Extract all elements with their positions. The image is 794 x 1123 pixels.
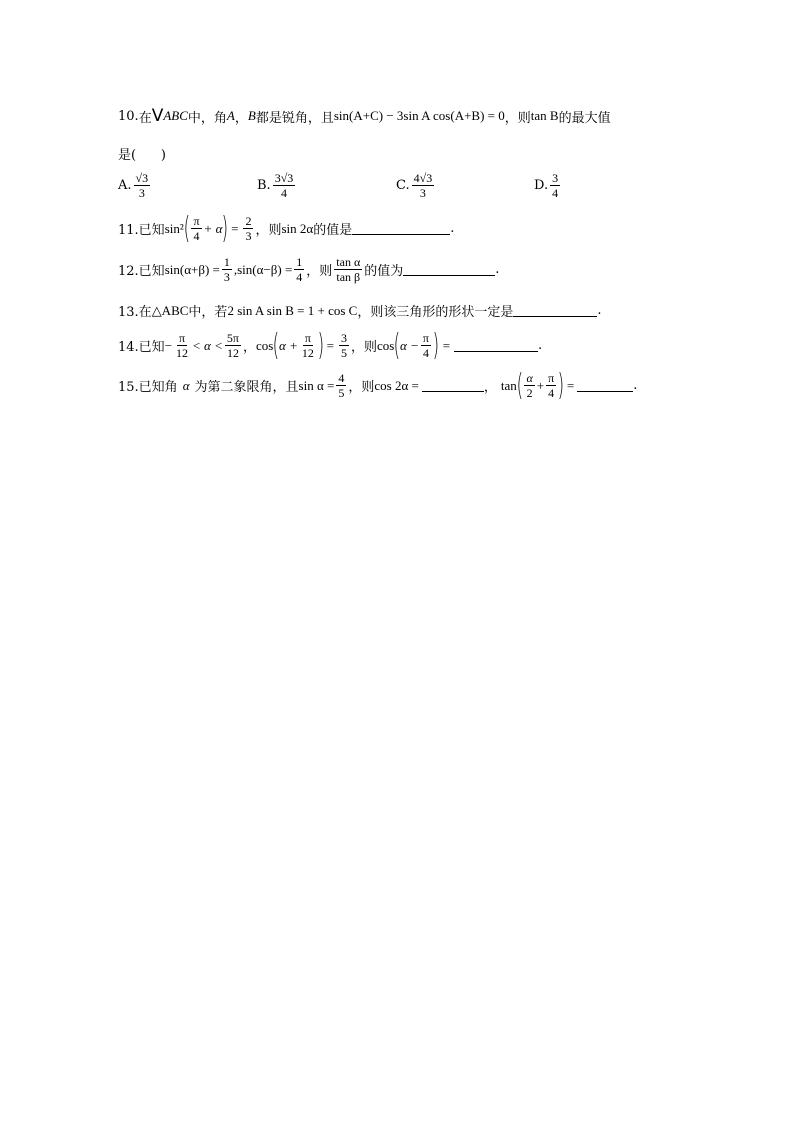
option-label: B. [257, 178, 271, 193]
fraction [339, 332, 349, 359]
numerator: √3 [135, 171, 149, 185]
angle-a: A [226, 108, 235, 123]
fraction [334, 256, 362, 283]
question-text: 中，若 [188, 305, 228, 320]
equation: sin(A+C) − 3sin A cos(A+B) = 0 [333, 108, 505, 123]
question-text: ，则 [350, 340, 377, 355]
numerator: 3 [552, 171, 559, 185]
option-a [118, 172, 152, 199]
question-number: 10. [118, 108, 139, 124]
denominator: 4 [280, 186, 287, 200]
expression: α + [279, 337, 298, 353]
question-number: 11.已知 [118, 223, 165, 238]
answer-blank[interactable] [352, 222, 450, 235]
right-paren: ) [432, 328, 440, 363]
period: . [450, 221, 455, 236]
denominator: 4 [296, 270, 303, 284]
triangle-symbol: V [151, 106, 164, 126]
expression: sin(α+β) = [164, 261, 220, 277]
right-paren: ) [557, 368, 565, 403]
numerator: 1 [223, 255, 230, 269]
answer-blank[interactable] [403, 263, 495, 276]
question-text: ，则 [348, 380, 375, 395]
question-number: 15.已知角 [118, 380, 178, 395]
expression: cos [376, 337, 395, 353]
numerator: tan α [336, 255, 361, 269]
answer-blank[interactable] [454, 339, 538, 352]
expression: tan B [530, 108, 559, 123]
denominator: 12 [301, 346, 314, 360]
expression: sin 2α [281, 220, 314, 236]
triangle-name: ABC [163, 108, 188, 123]
inequality: < α < [192, 337, 223, 353]
option-b [257, 172, 297, 199]
numerator: 3 [340, 331, 347, 345]
denominator: 4 [548, 386, 555, 400]
fraction [191, 215, 201, 242]
question-text: 在 [138, 110, 152, 126]
equals-sign: = [442, 337, 451, 353]
question-text: 的值为 [364, 264, 404, 279]
question-text: 为第二象限角，且 [194, 380, 299, 395]
question-12 [118, 256, 499, 283]
left-paren: ( [183, 211, 190, 246]
fraction [336, 372, 346, 399]
question-text: 中，角 [187, 110, 227, 126]
question-text: 的值是 [313, 223, 353, 238]
question-number: 12.已知 [118, 264, 165, 279]
fraction [273, 172, 296, 199]
fraction [174, 332, 190, 359]
expression: cos 2α = [374, 377, 419, 393]
fraction [421, 332, 431, 359]
option-label: C. [396, 178, 410, 193]
numerator: α [526, 371, 533, 385]
answer-blank[interactable] [577, 379, 633, 392]
numerator: π [304, 331, 311, 345]
period: . [538, 338, 543, 353]
question-10 [118, 106, 611, 126]
option-c [396, 172, 436, 199]
option-d [534, 172, 562, 199]
expression: sin² [164, 220, 184, 236]
question-14 [118, 328, 543, 363]
right-paren: ) [317, 328, 324, 363]
question-text: ， [234, 110, 248, 126]
plus-sign: + [536, 377, 545, 393]
left-paren: ( [516, 368, 523, 403]
separator: ， [242, 340, 256, 355]
question-13 [118, 301, 601, 320]
fraction [134, 172, 151, 199]
numerator: 1 [296, 255, 303, 269]
fraction [294, 256, 304, 283]
numerator: 4 [338, 371, 345, 385]
equals-sign: = [326, 337, 334, 353]
fraction [412, 172, 435, 199]
fraction [222, 256, 232, 283]
denominator: 3 [223, 270, 230, 284]
numerator: π [548, 371, 555, 385]
answer-bracket: 是( ) [118, 148, 166, 163]
expression: α − [400, 337, 419, 353]
expression: cos [255, 337, 274, 353]
expression: ,sin(α−β) = [233, 261, 293, 277]
numerator: 5π [226, 331, 239, 345]
alpha-symbol: α [182, 377, 190, 393]
denominator: 2 [526, 386, 533, 400]
denominator: tan β [336, 270, 361, 284]
expression: tan [500, 377, 517, 393]
denominator: 12 [176, 346, 189, 360]
question-text: ，则 [504, 110, 531, 126]
left-paren: ( [393, 328, 401, 363]
expression: + α [203, 220, 223, 236]
denominator: 4 [552, 186, 559, 200]
question-text: 都是锐角，且 [255, 110, 334, 126]
fraction [225, 332, 241, 359]
option-label: D. [534, 178, 549, 193]
denominator: 3 [245, 229, 252, 243]
denominator: 5 [340, 346, 347, 360]
question-15 [118, 368, 638, 403]
denominator: 3 [138, 186, 145, 200]
question-number: 13.在 [118, 305, 152, 320]
fraction [546, 372, 556, 399]
fraction [243, 215, 253, 242]
period: . [597, 303, 602, 318]
denominator: 5 [338, 386, 345, 400]
numerator: π [193, 214, 200, 228]
question-number: 14.已知 [118, 340, 165, 355]
denominator: 4 [422, 346, 429, 360]
denominator: 12 [226, 346, 239, 360]
question-text: ，则该三角形的形状一定是 [357, 305, 514, 320]
denominator: 4 [193, 229, 200, 243]
period: . [495, 262, 500, 277]
angle-b: B [247, 108, 256, 123]
fraction [524, 372, 534, 399]
period: . [633, 378, 638, 393]
numerator: 2 [245, 214, 252, 228]
answer-blank[interactable] [422, 379, 484, 392]
numerator: π [179, 331, 186, 345]
minus-sign: − [164, 337, 173, 353]
numerator: 3√3 [274, 171, 294, 185]
equals-sign: = [566, 377, 575, 393]
question-text: ，则 [306, 264, 333, 279]
numerator: π [422, 331, 429, 345]
numerator: 4√3 [413, 171, 433, 185]
answer-blank[interactable] [513, 304, 597, 317]
expression: sin α = [298, 377, 335, 393]
left-paren: ( [272, 328, 280, 363]
question-text: 的最大值 [558, 110, 611, 126]
question-text: ，则 [255, 223, 282, 238]
question-11 [118, 211, 455, 246]
fraction [550, 172, 560, 199]
denominator: 3 [419, 186, 426, 200]
triangle-name: △ABC [151, 302, 189, 318]
equation: 2 sin A sin B = 1 + cos C [227, 302, 358, 318]
question-10-line-2 [118, 144, 166, 163]
equals-sign: = [231, 220, 239, 236]
separator: ， [483, 380, 497, 395]
option-label: A. [118, 178, 132, 193]
fraction [300, 332, 316, 359]
right-paren: ) [222, 211, 229, 246]
